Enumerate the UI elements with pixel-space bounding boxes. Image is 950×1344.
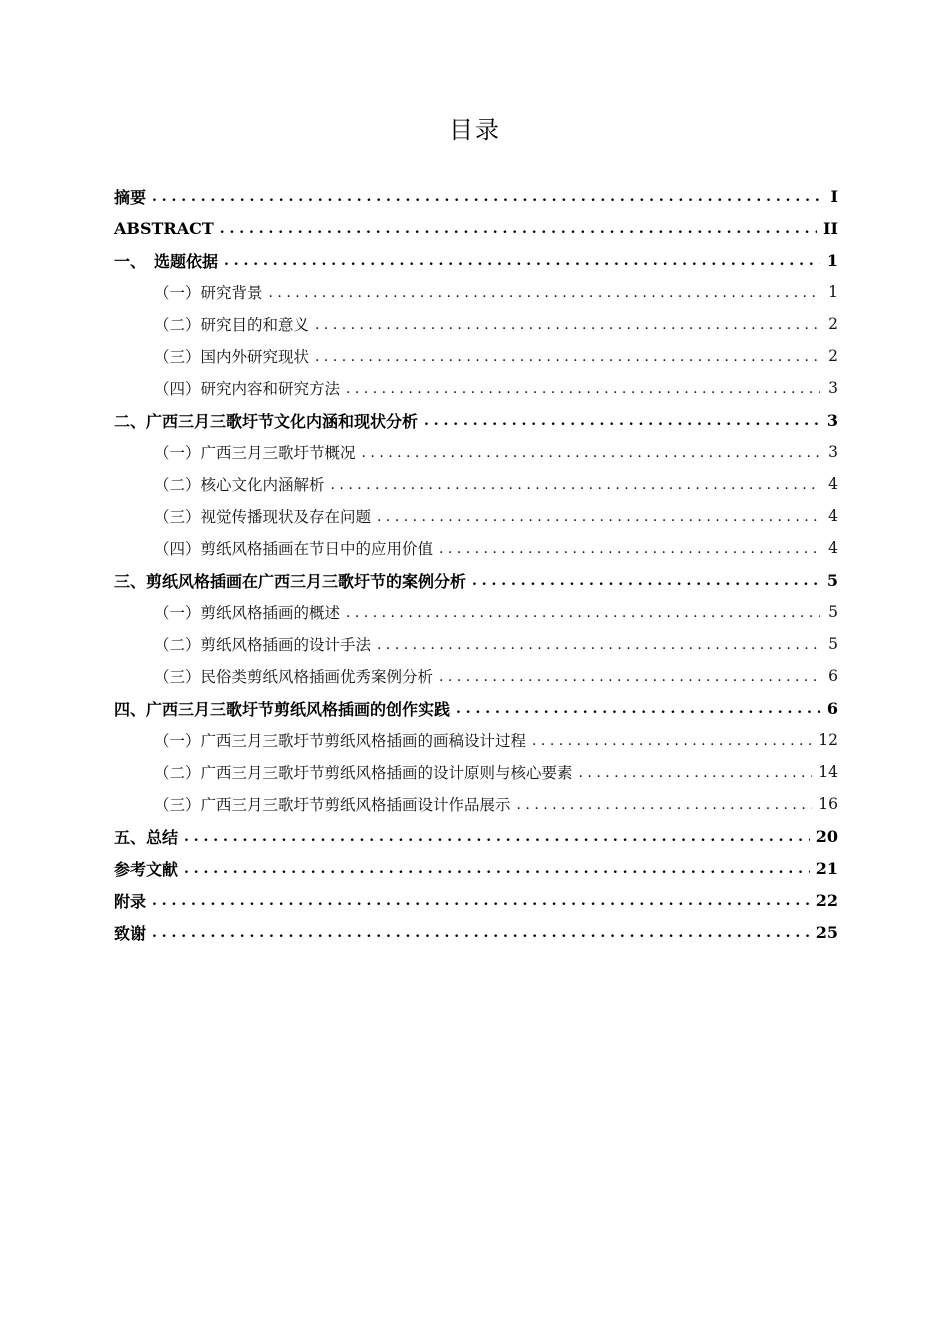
- toc-entry-text: （二）核心文化内涵解析: [154, 476, 325, 494]
- toc-entry-text: （三）视觉传播现状及存在问题: [154, 508, 372, 526]
- toc-entry[interactable]: [114, 276, 838, 308]
- toc-entry-text: （二）广西三月三歌圩节剪纸风格插画的设计原则与核心要素: [154, 764, 573, 782]
- toc-entry[interactable]: [114, 852, 838, 884]
- toc-entry-page: 1: [826, 250, 838, 270]
- toc-entry-page: 5: [826, 570, 838, 590]
- toc-entry-text: （四）研究内容和研究方法: [154, 380, 341, 398]
- page-title: 目录: [449, 116, 501, 144]
- toc-leader-dots: [424, 413, 820, 429]
- toc-entry-text: 附录: [114, 891, 147, 911]
- toc-entry-page: II: [823, 218, 838, 238]
- toc-entry[interactable]: [114, 212, 838, 244]
- toc-entry[interactable]: [114, 596, 838, 628]
- toc-entry[interactable]: [114, 436, 838, 468]
- toc-entry-page: 25: [815, 922, 838, 942]
- toc-entry-text: 三、剪纸风格插画在广西三月三歌圩节的案例分析: [114, 571, 467, 591]
- toc-entry[interactable]: [114, 244, 838, 276]
- toc-entry[interactable]: [114, 340, 838, 372]
- toc-entry[interactable]: [114, 372, 838, 404]
- toc-entry-page: 3: [828, 379, 838, 397]
- toc-entry-page: 3: [826, 410, 838, 430]
- toc-leader-dots: [220, 221, 817, 237]
- toc-entry-page: 4: [828, 475, 838, 493]
- toc-leader-dots: [152, 893, 810, 909]
- toc-entry-page: 21: [815, 858, 838, 878]
- toc-entry[interactable]: [114, 756, 838, 788]
- toc-entry-page: 6: [826, 698, 838, 718]
- table-of-contents: [114, 180, 838, 948]
- toc-entry-text: 致谢: [114, 923, 147, 943]
- toc-entry[interactable]: [114, 404, 838, 436]
- toc-leader-dots: [152, 925, 810, 941]
- toc-leader-dots: [579, 765, 813, 781]
- toc-leader-dots: [184, 829, 810, 845]
- toc-leader-dots: [152, 189, 820, 205]
- toc-entry-page: 2: [828, 315, 838, 333]
- toc-entry[interactable]: [114, 468, 838, 500]
- toc-entry[interactable]: [114, 660, 838, 692]
- toc-entry[interactable]: [114, 628, 838, 660]
- toc-entry-page: 4: [828, 507, 838, 525]
- toc-entry[interactable]: [114, 916, 838, 948]
- toc-entry-page: 22: [815, 890, 838, 910]
- toc-entry-page: I: [830, 186, 838, 206]
- toc-entry-text: ABSTRACT: [114, 218, 214, 238]
- toc-entry-text: 二、广西三月三歌圩节文化内涵和现状分析: [114, 411, 419, 431]
- toc-entry-text: （四）剪纸风格插画在节日中的应用价值: [154, 540, 434, 558]
- toc-leader-dots: [472, 573, 820, 589]
- toc-entry-text: 一、 选题依据: [114, 251, 219, 271]
- toc-entry[interactable]: [114, 788, 838, 820]
- toc-entry-page: 4: [828, 539, 838, 557]
- toc-entry-page: 2: [828, 347, 838, 365]
- toc-entry[interactable]: [114, 500, 838, 532]
- toc-entry[interactable]: [114, 532, 838, 564]
- toc-entry-text: 五、总结: [114, 827, 179, 847]
- toc-leader-dots: [532, 733, 812, 749]
- toc-leader-dots: [377, 509, 820, 525]
- toc-leader-dots: [184, 861, 810, 877]
- toc-entry-page: 5: [828, 603, 838, 621]
- toc-entry-page: 3: [828, 443, 838, 461]
- toc-entry-page: 6: [828, 667, 838, 685]
- toc-leader-dots: [362, 445, 820, 461]
- toc-entry-text: （三）国内外研究现状: [154, 348, 310, 366]
- toc-entry-text: （三）民俗类剪纸风格插画优秀案例分析: [154, 668, 434, 686]
- toc-entry[interactable]: [114, 564, 838, 596]
- toc-entry-text: （三）广西三月三歌圩节剪纸风格插画设计作品展示: [154, 796, 511, 814]
- toc-leader-dots: [456, 701, 820, 717]
- toc-leader-dots: [346, 605, 820, 621]
- toc-entry-text: （一）广西三月三歌圩节剪纸风格插画的画稿设计过程: [154, 732, 527, 750]
- toc-entry-text: （二）研究目的和意义: [154, 316, 310, 334]
- toc-entry[interactable]: [114, 308, 838, 340]
- toc-entry[interactable]: [114, 884, 838, 916]
- toc-leader-dots: [377, 637, 820, 653]
- toc-entry-page: 16: [818, 795, 838, 813]
- toc-entry-text: （一）广西三月三歌圩节概况: [154, 444, 356, 462]
- toc-entry[interactable]: [114, 180, 838, 212]
- toc-leader-dots: [439, 541, 820, 557]
- toc-entry[interactable]: [114, 692, 838, 724]
- toc-leader-dots: [331, 477, 820, 493]
- toc-entry-text: 四、广西三月三歌圩节剪纸风格插画的创作实践: [114, 699, 451, 719]
- toc-entry-page: 12: [818, 731, 838, 749]
- toc-entry-page: 5: [828, 635, 838, 653]
- toc-entry-text: （一）剪纸风格插画的概述: [154, 604, 341, 622]
- toc-entry[interactable]: [114, 724, 838, 756]
- toc-entry-page: 14: [818, 763, 838, 781]
- toc-entry-text: 摘要: [114, 187, 147, 207]
- toc-entry[interactable]: [114, 820, 838, 852]
- toc-entry-text: 参考文献: [114, 859, 179, 879]
- toc-leader-dots: [315, 349, 820, 365]
- toc-entry-page: 20: [815, 826, 838, 846]
- toc-entry-text: （二）剪纸风格插画的设计手法: [154, 636, 372, 654]
- toc-leader-dots: [315, 317, 820, 333]
- toc-entry-text: （一）研究背景: [154, 284, 263, 302]
- toc-leader-dots: [517, 797, 813, 813]
- toc-leader-dots: [269, 285, 820, 301]
- toc-leader-dots: [224, 253, 820, 269]
- toc-entry-page: 1: [828, 283, 838, 301]
- toc-leader-dots: [346, 381, 820, 397]
- toc-leader-dots: [439, 669, 820, 685]
